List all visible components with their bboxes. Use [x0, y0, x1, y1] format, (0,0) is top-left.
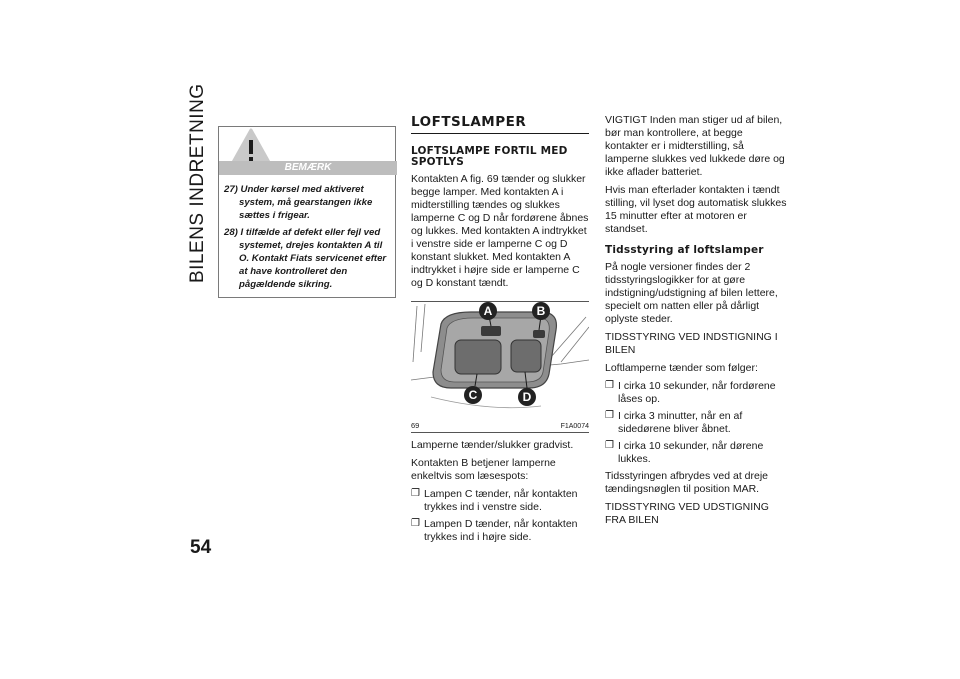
label-a-text: A	[483, 304, 493, 318]
checkbox-bullet-icon: ❐	[605, 380, 614, 391]
section-title-vertical	[178, 83, 218, 292]
figure-code: F1A0074	[560, 423, 589, 430]
paragraph: Loftlamperne tænder som følger:	[605, 362, 758, 374]
subsection-heading: LOFTSLAMPE FORTIL MED SPOTLYS	[411, 145, 568, 168]
page-number: 54	[190, 537, 212, 558]
list-item-text: I cirka 3 minutter, når en af sidedørene bliver åbnet.	[618, 410, 743, 435]
paragraph: Hvis man efterlader kontakten i tændt stilling, vil lyset dog automatisk slukkes 15 minutter efter at motoren er standset.	[605, 184, 787, 235]
note-list	[224, 183, 392, 295]
list-item	[605, 410, 787, 436]
list-item-text: Lampen D tænder, når kontakten trykkes ind i højre side.	[424, 518, 578, 543]
section-title-text: BILENS INDRETNING	[187, 83, 208, 283]
paragraph: TIDSSTYRING VED UDSTIGNING FRA BILEN	[605, 501, 769, 526]
paragraph: Kontakten A fig. 69 tænder og slukker begge lamper. Med kontakten A i midterstilling tændes og slukkes lamperne C og D når fordørene åbnes og lukkes. Med kontakten A indtrykket i venstre side er lamperne C og D konstant slukket. Med kontakten A indtrykket i højre side er lamperne C og D konstant tændt.	[411, 173, 589, 289]
paragraph: På nogle versioner findes der 2 tidsstyringslogikker for at gøre indstigning/udstigning af bilen lettere, specielt om natten eller på dårligt oplyste steder.	[605, 261, 778, 325]
list-item	[411, 518, 589, 544]
paragraph: TIDSSTYRING VED INDSTIGNING I BILEN	[605, 331, 778, 356]
figure-number: 69	[411, 421, 420, 430]
paragraph: Lamperne tænder/slukker gradvist.	[411, 439, 574, 451]
bullet-list	[411, 488, 589, 544]
list-item	[605, 380, 787, 406]
label-b-text: B	[536, 304, 546, 318]
paragraph: Tidsstyringen afbrydes ved at dreje tændingsnøglen til position MAR.	[605, 470, 769, 495]
list-item-text: I cirka 10 sekunder, når fordørene låses op.	[618, 380, 776, 405]
checkbox-bullet-icon: ❐	[411, 488, 420, 499]
ceiling-lamp-illustration	[411, 302, 589, 420]
note-box	[218, 126, 396, 298]
paragraph: VIGTIGT Inden man stiger ud af bilen, bør man kontrollere, at begge kontakter er i midterstilling, så lamperne slukkes ved lukkede døre og ikke aflader batteriet.	[605, 114, 785, 178]
bullet-list	[605, 380, 787, 466]
label-d-text: D	[522, 390, 532, 404]
section-heading: LOFTSLAMPER	[411, 114, 589, 134]
paragraph: Kontakten B betjener lamperne enkeltvis som læsespots:	[411, 457, 556, 482]
subsection-heading: Tidsstyring af loftslamper	[605, 244, 764, 256]
list-item-text: Lampen C tænder, når kontakten trykkes ind i venstre side.	[424, 488, 578, 513]
note-item: 28) I tilfælde af defekt eller fejl ved systemet, drejes kontakten A til O. Kontakt Fiats servicenet efter at have kontrolleret den pågældende sikring.	[224, 227, 387, 290]
list-item-text: I cirka 10 sekunder, når dørene lukkes.	[618, 440, 764, 465]
list-item	[605, 440, 787, 466]
list-item	[411, 488, 589, 514]
figure-69	[411, 301, 589, 433]
column-loftslamper	[411, 114, 589, 548]
note-item: 27) Under kørsel med aktiveret system, må gearstangen ikke sættes i frigear.	[224, 184, 373, 221]
checkbox-bullet-icon: ❐	[605, 440, 614, 451]
checkbox-bullet-icon: ❐	[605, 410, 614, 421]
note-header: BEMÆRK	[219, 161, 397, 175]
checkbox-bullet-icon: ❐	[411, 518, 420, 529]
label-c-text: C	[468, 388, 478, 402]
column-tidsstyring	[605, 114, 787, 532]
